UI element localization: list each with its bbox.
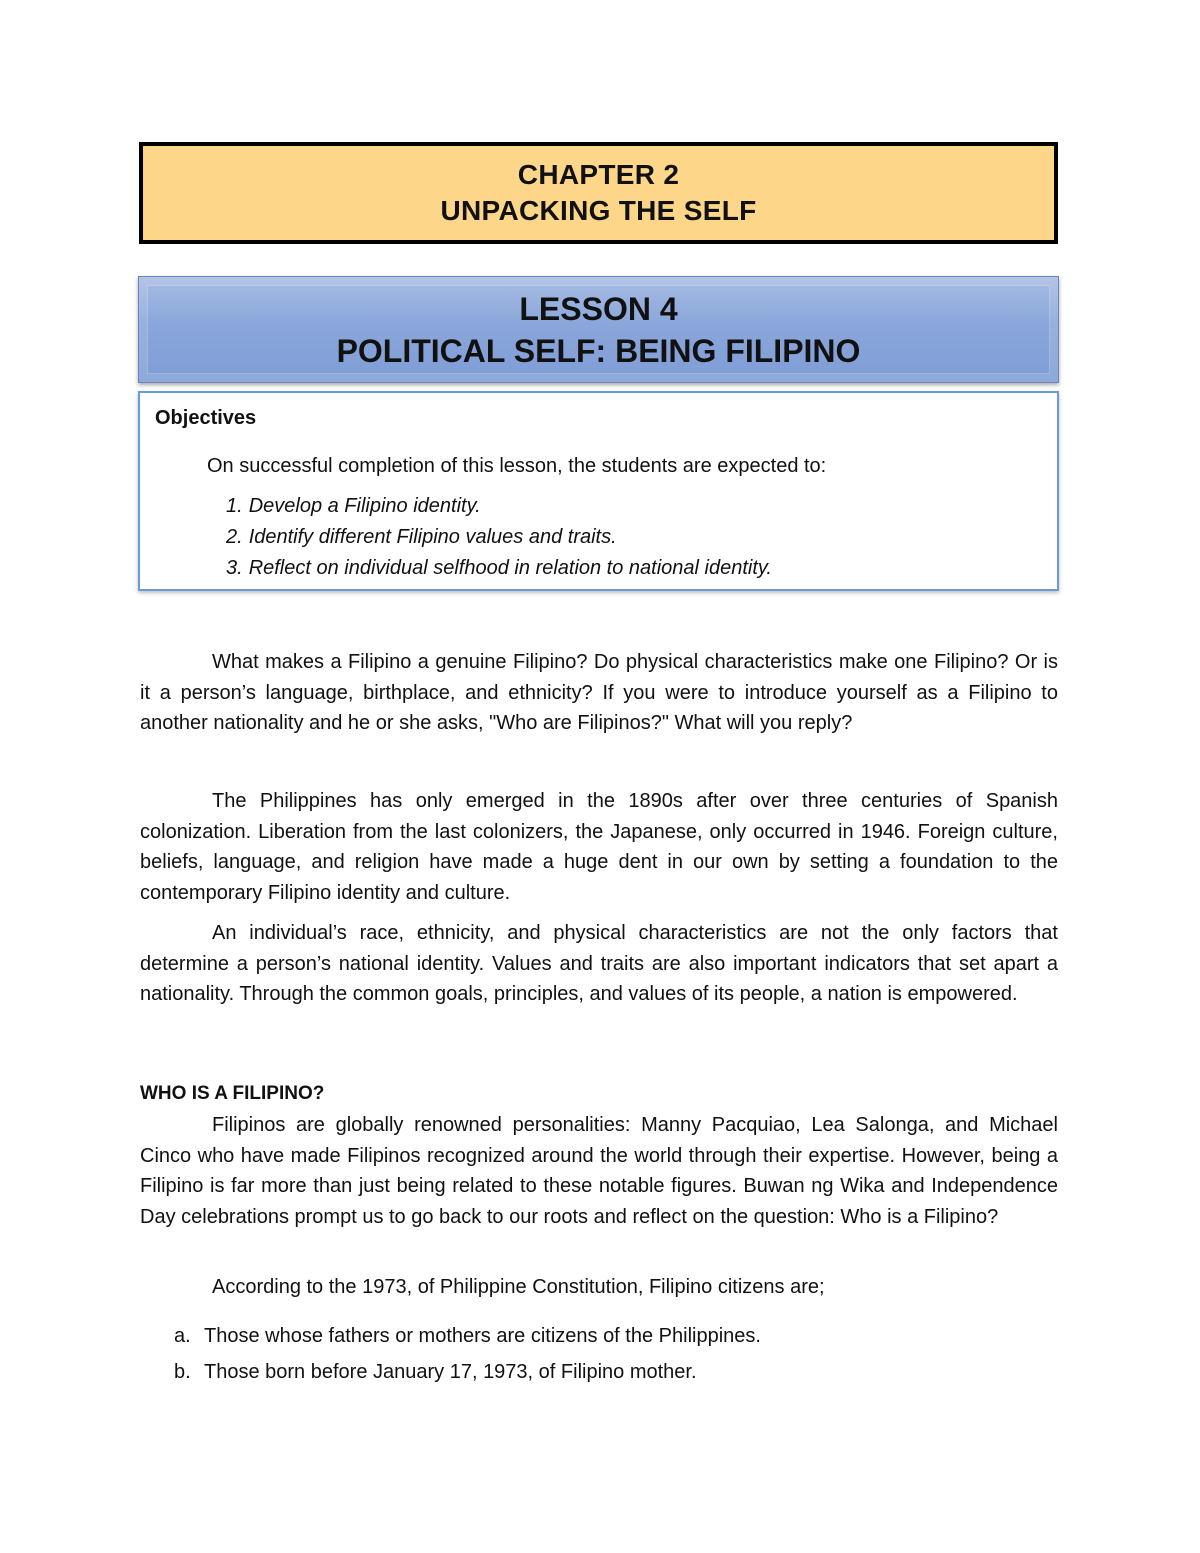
lesson-number: LESSON 4 <box>519 290 678 327</box>
section-paragraph-1: Filipinos are globally renowned personalities: Manny Pacquiao, Lea Salonga, and Michael Cinco who have made Filipinos recognized around the world through their expertise. However, being a Filipino is far more than just being related to these notable figures. Buwan ng Wika and Independence Day celebrations prompt us to go back to our roots and reflect on the question: Who is a Filipino? <box>140 1114 1058 1228</box>
intro-paragraph-3: An individual’s race, ethnicity, and physical characteristics are not the only factors that determine a person’s national identity. Values and traits are also important indicators that set apart a nationality. Through the common goals, principles, and values of its people, a nation is empowered. <box>140 922 1058 1005</box>
section-paragraph-2: According to the 1973, of Philippine Constitution, Filipino citizens are; <box>212 1276 825 1298</box>
list-item <box>140 1318 761 1354</box>
chapter-title: UNPACKING THE SELF <box>440 195 757 226</box>
objective-text: Identify different Filipino values and traits. <box>248 526 617 548</box>
objective-item <box>226 491 772 522</box>
objective-number: 3. <box>226 557 243 579</box>
objectives-box <box>138 391 1059 591</box>
list-marker: a. <box>174 1325 191 1347</box>
objectives-intro: On successful completion of this lesson, the students are expected to: <box>207 455 827 477</box>
intro-paragraph-2: The Philippines has only emerged in the 1890s after over three centuries of Spanish colonization. Liberation from the last colonizers, the Japanese, only occurred in 1946. Foreign culture, beliefs, language, and religion have made a huge dent in our own by setting a foundation to the contemporary Filipino identity and culture. <box>140 790 1058 904</box>
objectives-list <box>226 491 772 584</box>
citizenship-list <box>140 1318 761 1390</box>
list-item-text: Those born before January 17, 1973, of Filipino mother. <box>204 1361 697 1383</box>
list-marker: b. <box>174 1361 191 1383</box>
objective-number: 1. <box>226 495 243 517</box>
section-heading: WHO IS A FILIPINO? <box>140 1083 325 1104</box>
list-item-text: Those whose fathers or mothers are citizens of the Philippines. <box>204 1325 761 1347</box>
objective-text: Develop a Filipino identity. <box>248 495 481 517</box>
lesson-title: POLITICAL SELF: BEING FILIPINO <box>336 332 861 369</box>
intro-paragraph-1: What makes a Filipino a genuine Filipino? Do physical characteristics make one Filipino? Or is it a person’s language, birthplace, and ethnicity? If you were to introduce yourself as a Filipino to another nationality and he or she asks, "Who are Filipinos?" What will you reply? <box>140 651 1058 734</box>
objective-text: Reflect on individual selfhood in relation to national identity. <box>248 557 772 579</box>
chapter-number: CHAPTER 2 <box>517 159 680 190</box>
objectives-heading: Objectives <box>155 407 257 429</box>
list-item <box>140 1354 761 1390</box>
lesson-title-box <box>138 276 1059 383</box>
chapter-title-box <box>139 142 1058 244</box>
objective-number: 2. <box>226 526 243 548</box>
objective-item <box>226 553 772 584</box>
objective-item <box>226 522 772 553</box>
